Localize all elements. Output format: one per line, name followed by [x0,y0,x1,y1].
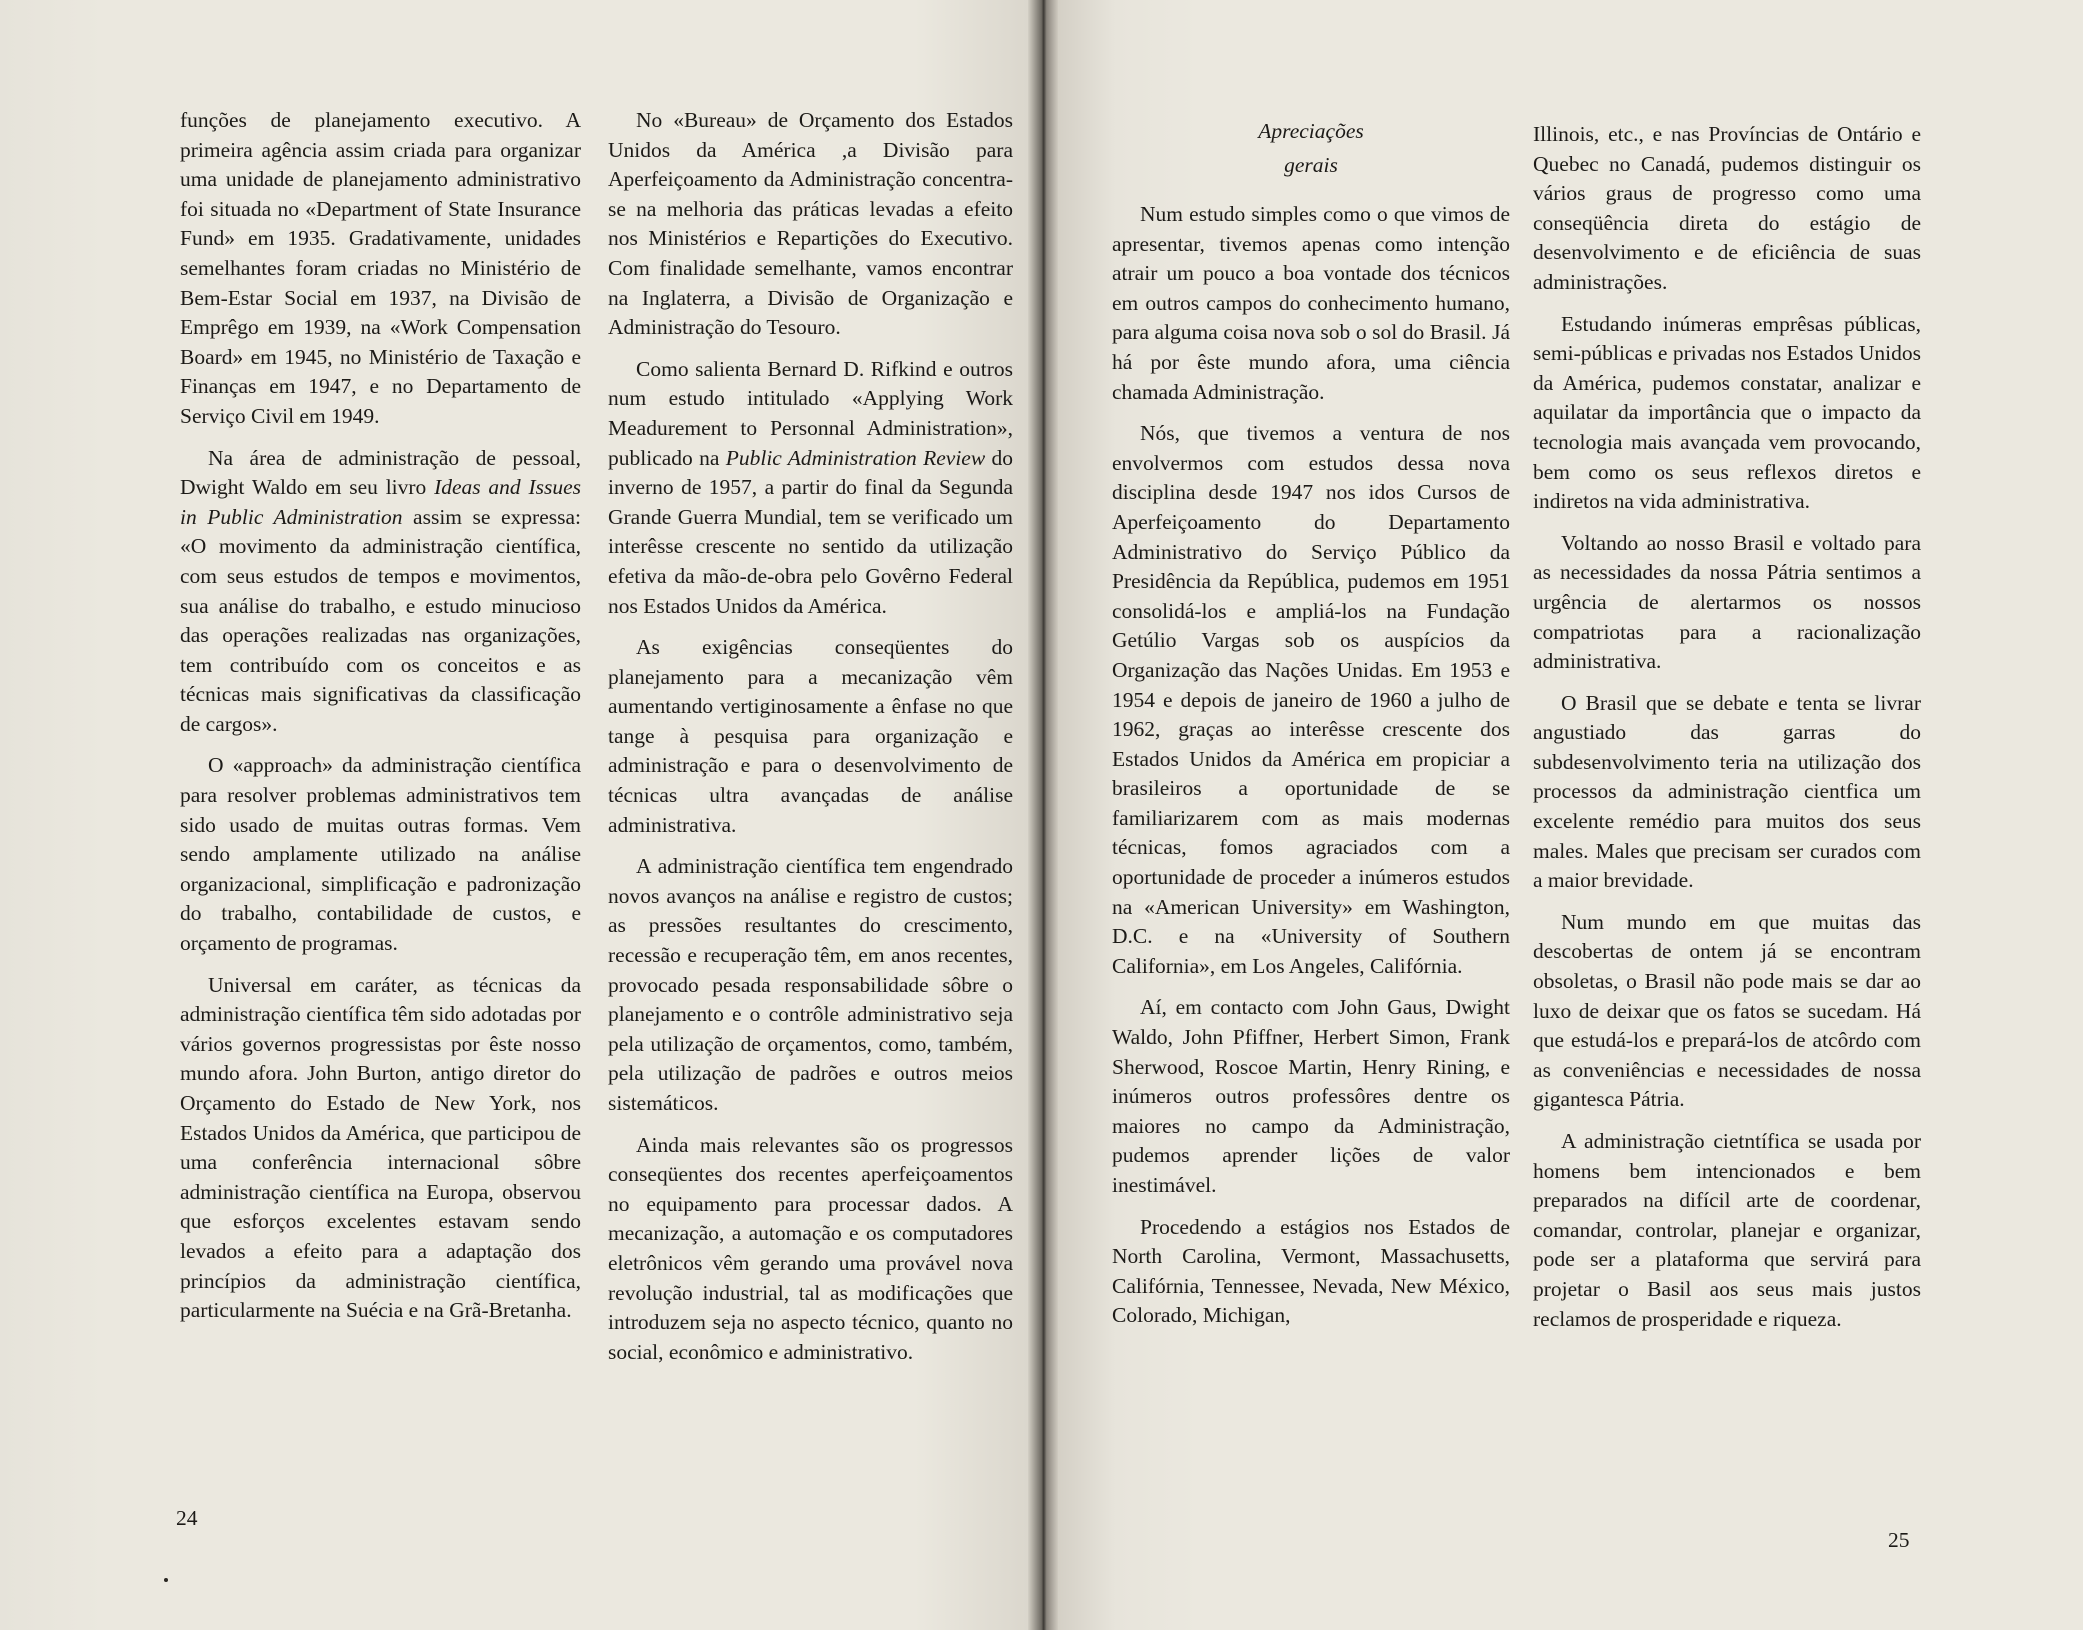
page-number-right: 25 [1888,1528,1910,1552]
heading-line-2: gerais [1284,153,1338,177]
text-run: Na área de administração de pessoal, Dwight Waldo em seu livro [180,445,581,500]
right-page-column-1 [1112,200,1510,1343]
paragraph: Ainda mais relevantes são os progressos conseqüentes dos recentes aperfeiçoamentos no equipamento para processar dados. A mecanização, a automação e os computadores eletrônicos vêm gerando uma provável nova revolução industrial, tal as modificações que introduzem seja no aspecto técnico, quanto no social, econômico e administrativo. [608,1132,1013,1364]
paragraph: Illinois, etc., e nas Províncias de Ontário e Quebec no Canadá, pudemos distinguir os vários graus de progresso como uma conseqüência direta do estágio de desenvolvimento e de eficiência de suas administrações. [1533,122,1921,294]
book-gutter [1028,0,1058,1630]
text-run: do inverno de 1957, a partir do final da Segunda Grande Guerra Mundial, tem se verificado um interêsse crescente no sentido da utilização efetiva da mão-de-obra pelo Govêrno Federal nos Estados Unidos da América. [608,445,1014,618]
paragraph: Num estudo simples como o que vimos de apresentar, tivemos apenas como intenção atrair um pouco a boa vontade dos técnicos em outros campos do conhecimento humano, para alguma coisa nova sob o sol do Brasil. Já há por êste mundo afora, uma ciência chamada Administração. [1112,202,1510,404]
book-title: Ideas and Issues in Public Administration [180,475,582,529]
paragraph: Aí, em contacto com John Gaus, Dwight Waldo, John Pfiffner, Herbert Simon, Frank Sherwood, Roscoe Martin, Henry Rining, e inúmeros outros professôres dentre os maiores no campo da Administração, pudemos aprender lições de valor inestimável. [1112,995,1510,1197]
left-page-column-1 [180,106,581,1338]
paragraph: Estudando inúmeras emprêsas públicas, semi-públicas e privadas nos Estados Unidos da América, pudemos constatar, analizar e aquilatar da importância que o impacto da tecnologia mais avançada vem provocando, bem como os seus reflexos diretos e indiretos na vida administrativa. [1533,311,1921,514]
paragraph-waldo [180,444,581,740]
paragraph: Procedendo a estágios nos Estados de North Carolina, Vermont, Massachusetts, Califórnia, Tennessee, Nevada, New México, Colorado, Michigan, [1112,1214,1510,1328]
left-page-column-2 [608,106,1013,1379]
section-heading [1112,114,1510,182]
paragraph: O «approach» da administração científica para resolver problemas administrativos tem sido usado de muitas outras formas. Vem sendo amplamente utilizado na análise organizacional, simplificação e padronização do trabalho, contabilidade de custos, e orçamento de programas. [180,753,581,956]
paragraph-rifkind [608,355,1013,621]
paragraph: No «Bureau» de Orçamento dos Estados Unidos da América ,a Divisão para Aperfeiçoamento da Administração concentra-se na melhoria das práticas levadas a efeito nos Ministérios e Repartições do Executivo. Com finalidade semelhante, vamos encontrar na Inglaterra, a Divisão de Organização e Administração do Tesouro. [608,108,1013,340]
paragraph: Voltando ao nosso Brasil e voltado para as necessidades da nossa Pátria sentimos a urgência de alertarmos os nossos compatriotas para a racionalização administrativa. [1533,530,1921,674]
paragraph: As exigências conseqüentes do planejamento para a mecanização vêm aumentando vertiginosamente a ênfase no que tange à pesquisa para organização e administração e para o desenvolvimento de técnicas ultra avançadas de análise administrativa. [608,635,1013,837]
paragraph: Universal em caráter, as técnicas da administração científica têm sido adotadas por vários governos progressistas por êste nosso mundo afora. John Burton, antigo diretor do Orçamento do Estado de New York, nos Estados Unidos da América, que participou de uma conferência internacional sôbre administração científica na Europa, observou que esforços excelentes estavam sendo levados a efeito para a adaptação dos princípios da administração científica, particularmente na Suécia e na Grã-Bretanha. [180,972,581,1323]
text-run: Como salienta Bernard D. Rifkind e outros num estudo intitulado «Applying Work Meadurement to Personnal Administration», publicado na [608,356,1013,470]
paragraph: Nós, que tivemos a ventura de nos envolvermos com estudos dessa nova disciplina desde 1947 nos idos Cursos de Aperfeiçoamento do Departamento Administrativo do Serviço Público da Presidência da República, pudemos em 1951 consolidá-los e ampliá-los na Fundação Getúlio Vargas sob os auspícios da Organização das Nações Unidas. Em 1953 e 1954 e depois de janeiro de 1960 a julho de 1962, graças ao interêsse crescente dos Estados Unidos da América em propiciar a brasileiros a oportunidade de se familiarizarem com as mais modernas técnicas, fomos agraciados com a oportunidade de proceder a inúmeros estudos na «American University» em Washington, D.C. e na «University of Southern California», em Los Angeles, Califórnia. [1112,421,1510,978]
paragraph: Num mundo em que muitas das descobertas de ontem já se encontram obsoletas, o Brasil não pode mais se dar ao luxo de deixar que os fatos se sucedam. Há que estudá-los e prepará-los de atcôrdo com as conveniências e necessidades de nossa gigantesca Pátria. [1533,909,1921,1112]
paragraph: O Brasil que se debate e tenta se livrar angustiado das garras do subdesenvolvimento teria na utilização dos processos da administração cientfica um excelente remédio para muitos dos seus males. Males que precisam ser curados com a maior brevidade. [1533,690,1921,893]
right-page-column-2 [1533,120,1921,1346]
journal-title: Public Administration Review [725,445,986,470]
heading-line-1: Apreciações [1258,119,1364,143]
paragraph: funções de planejamento executivo. A primeira agência assim criada para organizar uma unidade de planejamento administrativo foi situada no «Department of State Insurance Fund» em 1935. Gradativamente, unidades semelhantes foram criadas no Ministério de Bem-Estar Social em 1937, na Divisão de Emprêgo em 1939, na «Work Compensation Board» em 1945, no Ministério de Taxação e Finanças em 1947, e no Departamento de Serviço Civil em 1949. [180,108,581,428]
text-run: assim se expressa: «O movimento da administração científica, com seus estudos de tempos e movimentos, sua análise do trabalho, e estudo minucioso das operações realizadas nas organizações, tem contribuído com os conceitos e as técnicas mais significativas da classificação de cargos». [180,504,581,736]
paragraph: A administração cietntífica se usada por homens bem intencionados e bem preparados na difícil arte de coordenar, comandar, controlar, planejar e organizar, pode ser a plataforma que servirá para projetar o Basil aos seus mais justos reclamos de prosperidade e riqueza. [1533,1129,1921,1331]
ink-speck [164,1578,168,1582]
paragraph: A administração científica tem engendrado novos avanços na análise e registro de custos; as pressões resultantes do crescimento, recessão e recuperação têm, em anos recentes, provocado pesada responsabilidade sôbre o planejamento e o contrôle administrativo seja pela utilização de orçamentos, como, também, pela utilização de padrões e outros meios sistemáticos. [608,854,1013,1115]
page-number-left: 24 [176,1506,198,1530]
